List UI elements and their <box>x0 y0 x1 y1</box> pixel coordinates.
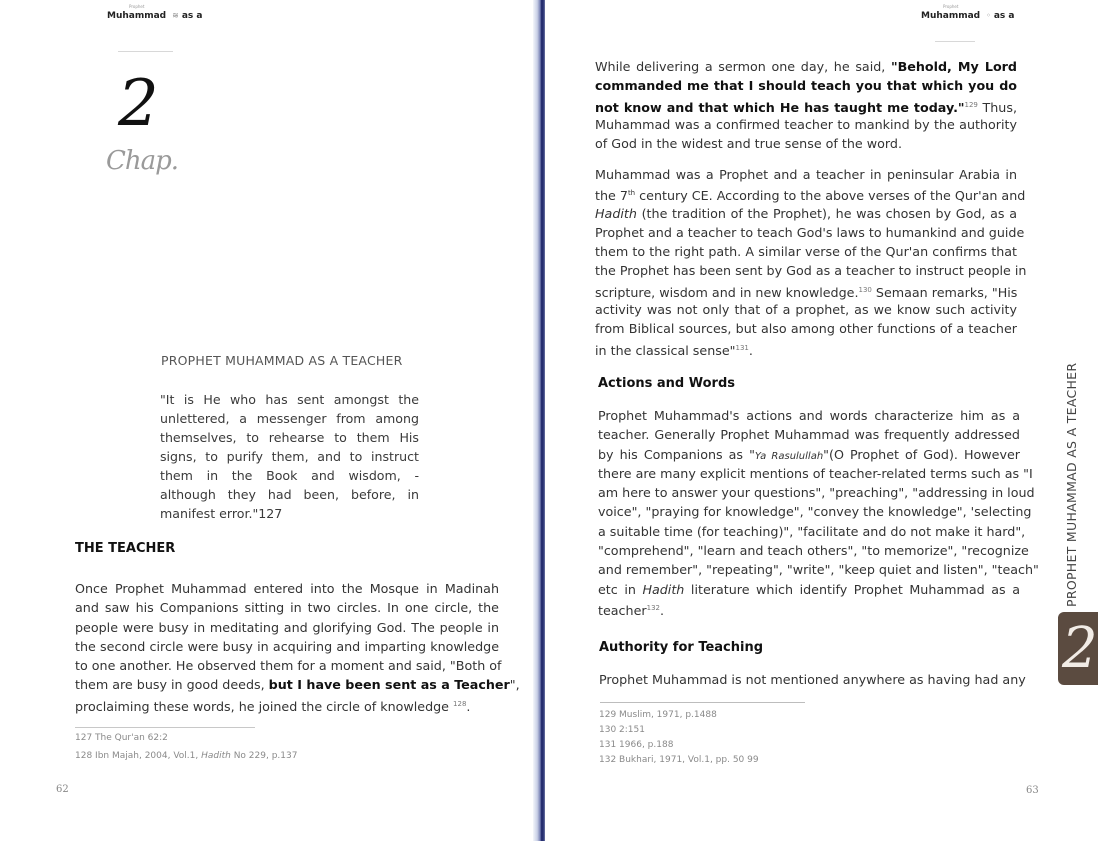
text-run: etc in <box>598 581 643 597</box>
body-line <box>75 695 499 714</box>
footnote-131: 131 1966, p.188 <box>599 740 674 750</box>
body-line: voice", "praying for knowledge", "convey the knowledge", 'selecting <box>598 504 1032 520</box>
epigraph-line: signs, to purify them, and to instruct <box>160 449 419 464</box>
body-line: the Prophet has been sent by God as a teacher to instruct people in <box>595 263 1027 279</box>
emphasis-text: but I have been sent as a Teacher <box>268 677 510 693</box>
text-run: No 229, p.137 <box>230 751 298 761</box>
header-rule <box>118 51 173 52</box>
body-line <box>595 76 1017 95</box>
chapter-number: 2 <box>118 67 159 141</box>
text-run: Hadith <box>595 205 637 221</box>
running-head-small: Prophet <box>129 4 145 9</box>
section-heading-the-teacher: THE TEACHER <box>75 541 176 556</box>
paragraph-2 <box>595 165 1027 358</box>
body-line: Muhammad was a Prophet and a teacher in peninsular Arabia in <box>595 167 1017 182</box>
text-run: Semaan remarks, "His <box>871 285 1018 301</box>
body-line: "comprehend", "learn and teach others", "to memorize", "recognize <box>598 543 1029 559</box>
body-line <box>595 339 1017 358</box>
epigraph-line: manifest error."127 <box>160 506 283 521</box>
epigraph-line: themselves, to rehearse to them His <box>160 430 419 445</box>
text-run: them are busy in good deeds, <box>75 677 269 693</box>
section-heading-authority-for-teaching: Authority for Teaching <box>599 640 764 655</box>
body-line: activity was not only that of a prophet, as we know such activity <box>595 302 1017 318</box>
body-line: people were busy in meditating and glorifying God. The people in <box>75 619 499 635</box>
footnote-rule <box>75 727 255 728</box>
footnote-128 <box>75 749 297 764</box>
body-line <box>598 599 1020 618</box>
left-page <box>0 0 535 841</box>
body-line: Prophet and a teacher to teach God's laws to humankind and guide <box>595 224 1025 240</box>
footnote-rule <box>600 702 805 703</box>
emphasis-text: not know and that which He has taught me today." <box>595 99 965 115</box>
body-line: there are many explicit mentions of teacher-related terms such as "I <box>598 465 1033 481</box>
body-line: the second circle were busy in acquiring and imparting knowledge <box>75 638 499 654</box>
footnote-127: 127 The Qur'an 62:2 <box>75 733 168 743</box>
body-line <box>595 96 1017 115</box>
running-head-right <box>921 4 1015 21</box>
honorific-icon: ◦ <box>986 11 991 20</box>
section-caption: PROPHET MUHAMMAD AS A TEACHER <box>161 353 403 368</box>
page-number-right: 63 <box>1026 785 1039 796</box>
text-run: . <box>659 603 665 619</box>
running-head-tail: as a <box>993 11 1015 21</box>
epigraph <box>160 390 419 523</box>
text-run: "(O Prophet of God). However <box>823 446 1020 462</box>
text-run: Thus, <box>977 99 1017 115</box>
body-line: of God in the widest and true sense of the word. <box>595 136 902 152</box>
paragraph-1 <box>595 57 1017 153</box>
epigraph-line: unlettered, a messenger from among <box>160 411 419 426</box>
header-rule <box>935 41 975 42</box>
body-line <box>598 580 1020 599</box>
body-line <box>598 445 1020 464</box>
body-line: teacher. Generally Prophet Muhammad was frequently addressed <box>598 427 1020 443</box>
text-run: . <box>748 342 753 358</box>
body-line: to one another. He observed them for a moment and said, "Both of <box>75 658 502 674</box>
epigraph-line: although they had been, before, in <box>160 487 419 502</box>
text-run: by his Companions as " <box>598 446 755 462</box>
right-page <box>545 0 1089 841</box>
footnote-130: 130 2:151 <box>599 725 645 735</box>
body-line <box>595 57 1017 76</box>
text-run: teacher <box>598 603 647 619</box>
text-run: 128 Ibn Majah, 2004, Vol.1, <box>75 751 202 761</box>
text-run: ", <box>509 677 520 693</box>
body-paragraph <box>75 579 520 715</box>
running-head-small: Prophet <box>943 4 959 9</box>
body-line: a suitable time (for teaching)", "facilitate and do not make it hard", <box>598 523 1026 539</box>
emphasis-text: "Behold, My Lord <box>890 59 1017 74</box>
text-run: . <box>466 699 471 715</box>
text-run: (the tradition of the Prophet), he was chosen by God, as a <box>636 205 1017 221</box>
epigraph-line: them in the Book and wisdom, - <box>160 468 419 483</box>
chapter-handwritten-note: Chap. <box>106 146 179 176</box>
body-line: from Biblical sources, but also among other functions of a teacher <box>595 321 1017 337</box>
body-line: and remember", "repeating", "write", "keep quiet and listen", "teach" <box>598 562 1039 578</box>
emphasis-text: commanded me that I should teach you that which you do <box>595 78 1017 94</box>
page-number-left: 62 <box>56 784 69 795</box>
paragraph-4: Prophet Muhammad is not mentioned anywhere as having had any <box>599 672 1026 687</box>
running-head-main: Muhammad <box>107 11 167 21</box>
superscript: th <box>627 189 636 198</box>
epigraph-line: "It is He who has sent amongst the <box>160 392 419 407</box>
side-tab-chapter-title: PROPHET MUHAMMAD AS A TEACHER <box>1064 362 1079 607</box>
footnote-ref[interactable]: 128 <box>453 699 467 708</box>
body-line: Prophet Muhammad's actions and words characterize him as a <box>598 408 1020 423</box>
text-run: the 7 <box>595 188 628 204</box>
footnote-ref[interactable]: 130 <box>858 285 872 294</box>
text-run: century CE. According to the above verses of the Qur'an and <box>635 188 1026 204</box>
text-run: Hadith <box>642 581 685 597</box>
footnote-129: 129 Muslim, 1971, p.1488 <box>599 710 717 720</box>
text-run: literature which identify Prophet Muhammad as a <box>684 581 1020 597</box>
chapter-tab: 2 <box>1058 612 1098 685</box>
body-line <box>595 281 1017 300</box>
running-head-tail: as a <box>181 11 203 21</box>
footnote-ref[interactable]: 131 <box>735 343 749 352</box>
running-head-main: Muhammad <box>921 11 981 21</box>
footnote-132: 132 Bukhari, 1971, Vol.1, pp. 50 99 <box>599 755 759 765</box>
body-line: and saw his Companions sitting in two circles. In one circle, the <box>75 600 499 616</box>
text-run: While delivering a sermon one day, he said, <box>595 59 891 74</box>
body-line <box>75 675 520 694</box>
text-run: Hadith <box>201 751 231 761</box>
footnote-ref[interactable]: 129 <box>964 100 978 109</box>
body-line: am here to answer your questions", "preaching", "addressing in loud <box>598 485 1035 501</box>
footnote-ref[interactable]: 132 <box>646 603 660 612</box>
text-run: Ya Rasulullah <box>754 450 824 462</box>
running-head-left <box>107 4 203 21</box>
paragraph-3 <box>598 406 1039 619</box>
body-line: Muhammad was a confirmed teacher to mankind by the authority <box>595 116 1017 132</box>
text-run: proclaiming these words, he joined the circle of knowledge <box>75 699 449 715</box>
body-line: them to the right path. A similar verse of the Qur'an confirms that <box>595 244 1017 260</box>
body-line: Once Prophet Muhammad entered into the Mosque in Madinah <box>75 581 499 596</box>
text-run: scripture, wisdom and in new knowledge. <box>595 285 859 301</box>
body-line <box>595 204 1017 223</box>
honorific-icon: ≋ <box>172 11 179 20</box>
text-run: in the classical sense" <box>595 342 736 358</box>
body-line <box>595 184 1026 204</box>
section-heading-actions-and-words: Actions and Words <box>598 376 736 391</box>
